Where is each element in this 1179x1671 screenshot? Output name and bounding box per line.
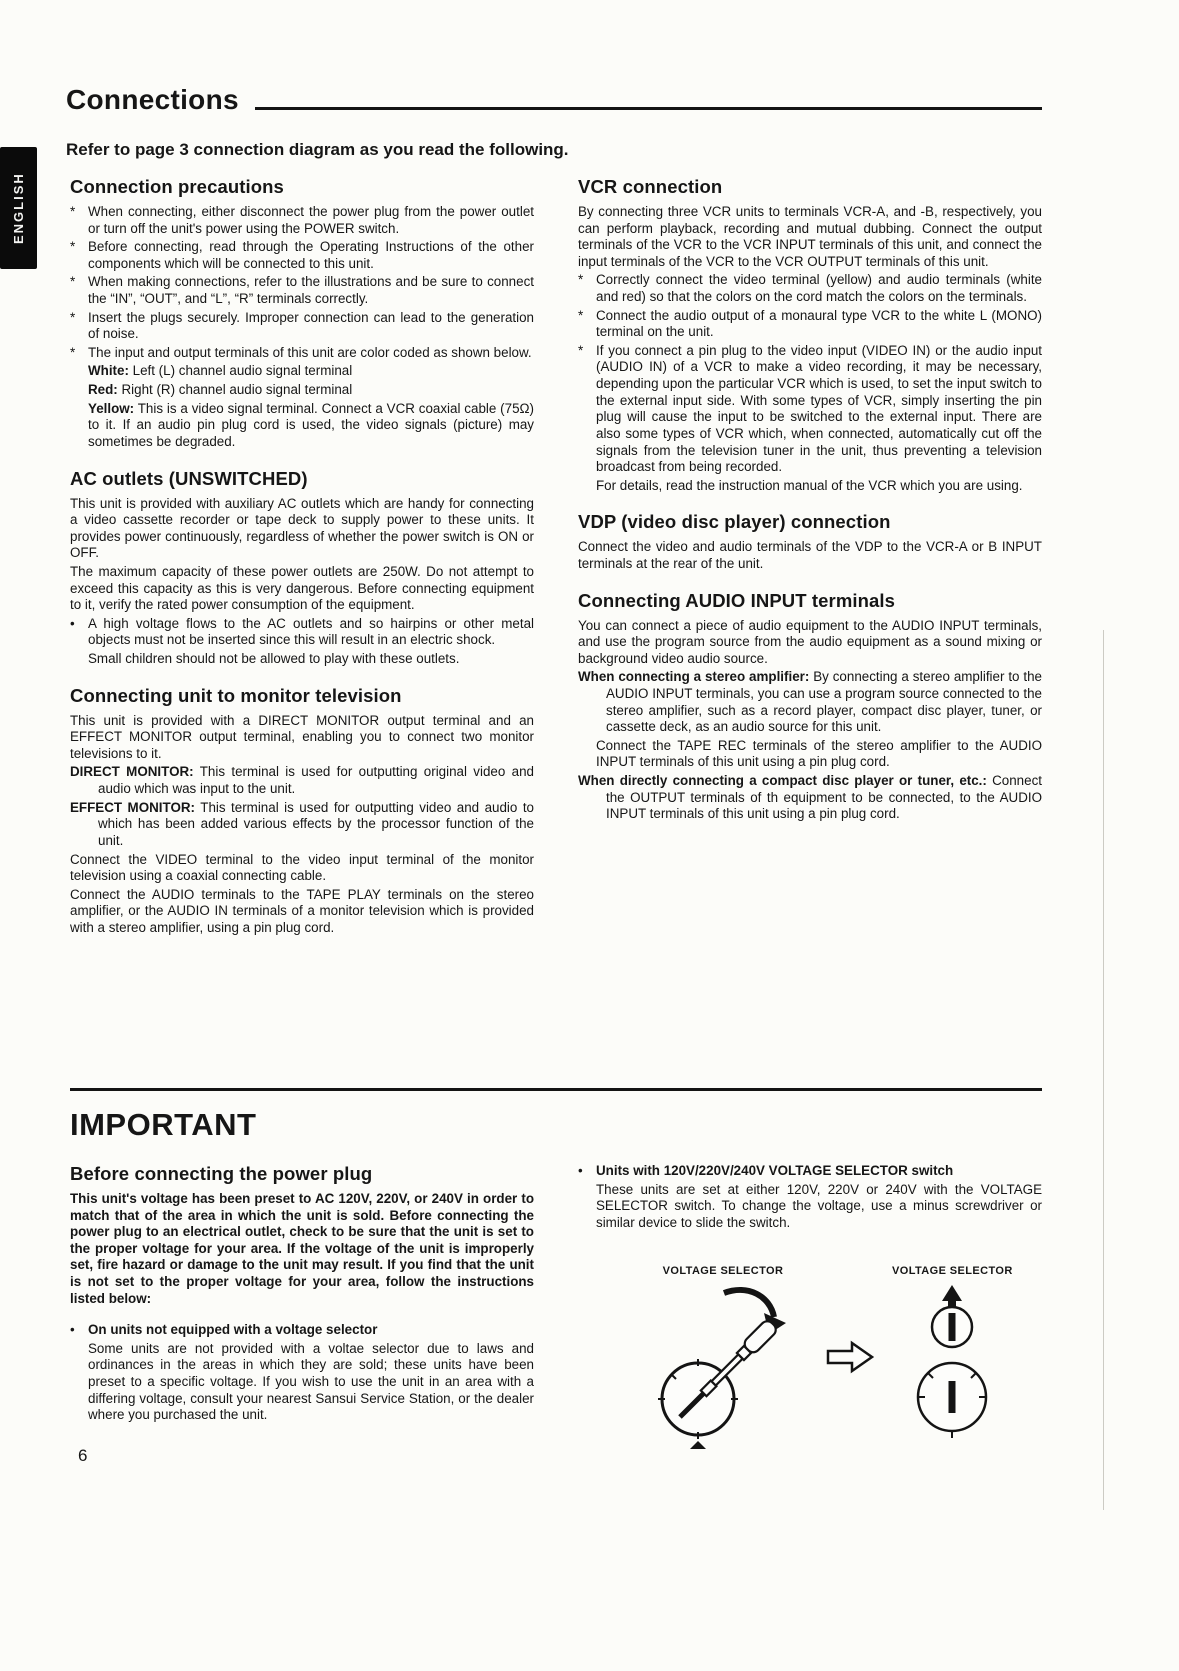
paragraph bbox=[70, 401, 534, 451]
right-arrow-icon bbox=[826, 1339, 874, 1375]
page-title: Connections bbox=[66, 84, 239, 115]
paragraph bbox=[70, 382, 534, 399]
column-right bbox=[578, 176, 1042, 825]
list-item bbox=[70, 204, 534, 237]
list-item bbox=[578, 343, 1042, 476]
text: Connect the TAPE REC terminals of the stereo amplifier to the AUDIO INPUT terminals of this unit using a pin plug cord. bbox=[596, 737, 1042, 770]
paragraph bbox=[70, 887, 534, 937]
text: If you connect a pin plug to the video input (VIDEO IN) or the audio input (AUDIO IN) of a VCR to make a video recording, it may be necessary, depending upon the particular VCR which is used, to set the input switch to the external input side. With some types of VCR, simply inserting the pin plug will cause the input to be switched to the external input. There are also some types of VCR which, when connected, automatically cut off the signals from the television tuner in the unit, thus preventing a television broadcast from being recorded. bbox=[596, 342, 1042, 475]
important-section bbox=[70, 1088, 1042, 1453]
important-column-right bbox=[578, 1163, 1042, 1453]
title-row bbox=[66, 86, 1042, 114]
paragraph bbox=[578, 1182, 1042, 1232]
list-item bbox=[70, 1322, 534, 1339]
text: When making connections, refer to the illustrations and be sure to connect the “IN”, “OUT”, and “L”, “R” terminals correctly. bbox=[88, 274, 534, 307]
important-column-right-text bbox=[578, 1163, 1042, 1231]
paragraph bbox=[70, 764, 534, 797]
text: Connect the VIDEO terminal to the video input terminal of the monitor television using a coaxial connecting cable. bbox=[70, 851, 534, 884]
paragraph bbox=[70, 496, 534, 562]
language-tab bbox=[0, 147, 37, 269]
content-columns bbox=[70, 176, 1042, 939]
text: DIRECT MONITOR: This terminal is used for outputting original video and audio which was input to the unit. bbox=[70, 764, 534, 797]
text: This unit's voltage has been preset to AC 120V, 220V, or 240V in order to match that of the area in which the unit is sold. Before connecting the power plug to an electrical outlet, check to be sure that the unit is set to the proper voltage for your area. If the voltage of the unit is improperly set, fire hazard or damage to the unit may result. If you find that the unit is not set to the proper voltage for your area, follow the instructions listed below: bbox=[70, 1191, 534, 1306]
text: Connect the audio output of a monaural type VCR to the white L (MONO) terminal on the unit. bbox=[596, 307, 1042, 340]
list-item bbox=[70, 616, 534, 649]
text: Connect the video and audio terminals of the VDP to the VCR-A or B INPUT terminals at the rear of the unit. bbox=[578, 539, 1042, 571]
voltage-selector-figure-right bbox=[892, 1265, 1013, 1441]
text: When directly connecting a compact disc player or tuner, etc.: Connect the OUTPUT terminals of th equipment to be connected, to the AUDIO INPUT terminals of this unit using a pin plug cord. bbox=[578, 773, 1042, 822]
list-marker: • bbox=[70, 1322, 75, 1338]
language-tab-label: ENGLISH bbox=[11, 172, 26, 244]
important-column-left bbox=[70, 1163, 534, 1426]
paragraph bbox=[578, 204, 1042, 270]
list-marker: * bbox=[70, 239, 76, 255]
text: You can connect a piece of audio equipment to the AUDIO INPUT terminals, and use the program source from the audio equipment as a sound mixing or background video audio source. bbox=[578, 617, 1042, 666]
section bbox=[578, 590, 1042, 823]
section-heading: Before connecting the power plug bbox=[70, 1163, 373, 1184]
text: Some units are not provided with a voltae selector due to laws and ordinances in the areas in which they are sold; these units have been preset to a specific voltage. If you wish to use the unit in an area with a differing voltage, consult your nearest Sansui Service Station, or the dealer where you purchased the unit. bbox=[88, 1340, 534, 1423]
section-heading: Connection precautions bbox=[70, 176, 284, 197]
important-columns bbox=[70, 1163, 1042, 1453]
section bbox=[578, 511, 1042, 572]
section-heading: VDP (video disc player) connection bbox=[578, 511, 891, 533]
subtitle: Refer to page 3 connection diagram as you read the following. bbox=[66, 140, 569, 159]
section-heading: Connecting unit to monitor television bbox=[70, 684, 402, 706]
text: Yellow: This is a video signal terminal. Connect a VCR coaxial cable (75Ω) to it. If an audio pin plug cord is used, the video signals (picture) may sometimes be degraded. bbox=[88, 400, 534, 449]
text: Connect the AUDIO terminals to the TAPE PLAY terminals on the stereo amplifier, or the AUDIO IN terminals of a monitor television which is provided with a stereo amplifier, using a pin plug cord. bbox=[70, 886, 534, 935]
section bbox=[578, 1163, 1042, 1231]
paragraph bbox=[70, 800, 534, 850]
voltage-selector-figure-left bbox=[638, 1265, 808, 1453]
text: White: Left (L) channel audio signal terminal bbox=[88, 363, 353, 379]
section-heading: AC outlets (UNSWITCHED) bbox=[70, 467, 308, 489]
paragraph bbox=[578, 539, 1042, 572]
text: For details, read the instruction manual of the VCR which you are using. bbox=[596, 477, 1023, 493]
text: By connecting three VCR units to terminals VCR-A, and -B, respectively, you can perform playback, recording and mutual dubbing. Connect the output terminals of the VCR to the VCR INPUT terminals of this unit, and connect the input terminals of the VCR to the VCR OUTPUT terminals of this unit. bbox=[578, 204, 1042, 269]
text: A high voltage flows to the AC outlets and so hairpins or other metal objects must not be inserted since this will result in an electric shock. bbox=[88, 615, 534, 648]
text: Small children should not be allowed to play with these outlets. bbox=[88, 651, 460, 667]
voltage-selector-dial-icon bbox=[892, 1281, 1012, 1441]
paragraph bbox=[70, 1191, 534, 1307]
column-left bbox=[70, 176, 534, 939]
paragraph bbox=[578, 478, 1042, 495]
paragraph bbox=[578, 738, 1042, 771]
scan-edge-line bbox=[1103, 630, 1104, 1510]
section bbox=[70, 176, 534, 451]
text: The input and output terminals of this unit are color coded as shown below. bbox=[88, 344, 532, 360]
text: Red: Right (R) channel audio signal terminal bbox=[88, 382, 353, 398]
list-item bbox=[70, 345, 534, 362]
section bbox=[578, 176, 1042, 494]
text: The maximum capacity of these power outlets are 250W. Do not attempt to exceed this capacity as this is very dangerous. Before connecting equipment to it, verify the rated power consumption of the equipment. bbox=[70, 563, 534, 613]
paragraph bbox=[578, 669, 1042, 735]
list-marker: • bbox=[578, 1163, 583, 1178]
text: On units not equipped with a voltage selector bbox=[88, 1322, 378, 1338]
list-marker: * bbox=[70, 344, 76, 360]
voltage-selector-label-left: VOLTAGE SELECTOR bbox=[662, 1265, 784, 1278]
section bbox=[70, 1163, 534, 1424]
paragraph bbox=[578, 773, 1042, 823]
text: Before connecting, read through the Operating Instructions of the other components which will be connected to this unit. bbox=[88, 239, 534, 271]
voltage-selector-dial-with-screwdriver-icon bbox=[638, 1281, 808, 1453]
text: When connecting a stereo amplifier: By connecting a stereo amplifier to the AUDIO INPUT terminals, you can use a program source connected to the stereo amplifier, such as a record player, compact disc player, tuner, or cassette deck, as an audio source for this unit. bbox=[578, 669, 1042, 735]
list-marker: • bbox=[70, 615, 75, 631]
voltage-selector-label-right: VOLTAGE SELECTOR bbox=[892, 1265, 1013, 1278]
list-marker: * bbox=[70, 309, 76, 325]
important-heading: IMPORTANT bbox=[70, 1107, 257, 1142]
text: This unit is provided with a DIRECT MONITOR output terminal and an EFFECT MONITOR output terminal, enabling you to connect two monitor televisions to it. bbox=[70, 712, 534, 761]
text: Units with 120V/220V/240V VOLTAGE SELECTOR switch bbox=[596, 1163, 954, 1178]
page-number: 6 bbox=[78, 1446, 88, 1465]
section bbox=[70, 468, 534, 668]
rotation-arrow-icon bbox=[724, 1290, 786, 1334]
paragraph bbox=[70, 651, 534, 668]
list-item bbox=[70, 310, 534, 343]
paragraph bbox=[70, 713, 534, 763]
list-item bbox=[578, 1163, 1042, 1180]
list-marker: * bbox=[70, 204, 76, 219]
voltage-selector-diagram bbox=[578, 1265, 1042, 1453]
text: Insert the plugs securely. Improper connection can lead to the generation of noise. bbox=[88, 309, 534, 342]
text: Correctly connect the video terminal (yellow) and audio terminals (white and red) so that the colors on the cord match the colors on the terminals. bbox=[596, 272, 1042, 305]
dial-icon bbox=[918, 1363, 986, 1438]
list-item bbox=[70, 274, 534, 307]
list-marker: * bbox=[578, 307, 584, 323]
list-marker: * bbox=[578, 342, 584, 358]
list-item bbox=[578, 308, 1042, 341]
list-item bbox=[578, 272, 1042, 305]
paragraph bbox=[578, 618, 1042, 668]
section bbox=[70, 685, 534, 937]
list-marker: * bbox=[70, 274, 76, 290]
title-rule bbox=[255, 107, 1042, 110]
section-heading: VCR connection bbox=[578, 176, 723, 197]
text: When connecting, either disconnect the power plug from the power outlet or turn off the unit's power using the POWER switch. bbox=[88, 204, 534, 236]
text: This unit is provided with auxiliary AC outlets which are handy for connecting a video cassette recorder or tape deck to supply power to these units. It provides power continuously, regardless of whether the power switch is ON or OFF. bbox=[70, 495, 534, 561]
paragraph bbox=[70, 564, 534, 614]
paragraph bbox=[70, 852, 534, 885]
screwdriver-icon bbox=[698, 1319, 779, 1400]
paragraph bbox=[70, 363, 534, 380]
important-rule bbox=[70, 1088, 1042, 1091]
list-item bbox=[70, 239, 534, 272]
paragraph bbox=[70, 1341, 534, 1424]
list-marker: * bbox=[578, 272, 584, 288]
selector-knob-icon bbox=[932, 1307, 972, 1347]
text: EFFECT MONITOR: This terminal is used for outputting video and audio to which has been added various effects by the processor function of the unit. bbox=[70, 799, 534, 848]
section-heading: Connecting AUDIO INPUT terminals bbox=[578, 589, 896, 611]
text: These units are set at either 120V, 220V or 240V with the VOLTAGE SELECTOR switch. To change the voltage, use a minus screwdriver or similar device to slide the switch. bbox=[596, 1181, 1042, 1230]
